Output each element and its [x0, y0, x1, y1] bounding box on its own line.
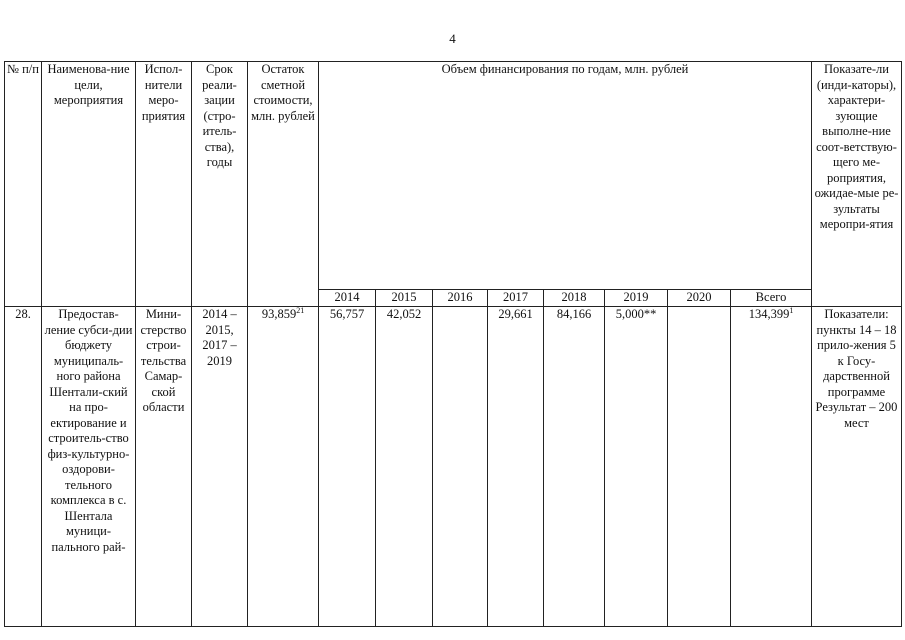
row-executor: Мини-стерство строи-тельства Самар-ской области: [136, 307, 192, 627]
row-remainder: [248, 307, 319, 627]
row-term: 2014 – 2015, 2017 – 2019: [192, 307, 248, 627]
row-value-2017: 29,661: [488, 307, 544, 627]
row-remainder-footnote: 21: [296, 305, 305, 315]
row-value-2018: 84,166: [544, 307, 605, 627]
header-num: № п/п: [5, 62, 42, 307]
header-row-1: [5, 62, 902, 290]
header-year: 2019: [605, 290, 668, 307]
row-value-2020: [668, 307, 731, 627]
row-value-2016: [433, 307, 488, 627]
header-total: Всего: [731, 290, 812, 307]
header-funding-group: Объем финансирования по годам, млн. рублей: [319, 62, 812, 290]
header-year: 2020: [668, 290, 731, 307]
row-remainder-value: 93,859: [261, 307, 297, 321]
row-total-footnote: 1: [789, 305, 794, 315]
header-executor: Испол-нители меро-приятия: [136, 62, 192, 307]
header-term: Срок реали-зации (стро-итель-ства), годы: [192, 62, 248, 307]
row-name: Предостав-ление субси-дии бюджету муниципаль-ного района Шентали-ский на про-ектирование и строитель-ство физ-культурно-оздорови-тельного комплекса в с. Шентала муници-пального рай-: [42, 307, 136, 627]
header-year: 2016: [433, 290, 488, 307]
row-total-value: 134,399: [748, 307, 790, 321]
header-year: 2017: [488, 290, 544, 307]
budget-table: [4, 61, 902, 627]
row-indicators: Показатели: пункты 14 – 18 прило-жения 5 к Госу-дарственной программе Результат – 200 мест: [812, 307, 902, 627]
header-remainder: Остаток сметной стоимости, млн. рублей: [248, 62, 319, 307]
header-year: 2014: [319, 290, 376, 307]
row-num: 28.: [5, 307, 42, 627]
row-value-2015: 42,052: [376, 307, 433, 627]
header-year: 2018: [544, 290, 605, 307]
table-row: [5, 307, 902, 627]
header-indicators: Показате-ли (инди-каторы), характери-зующие выполне-ние соот-ветствую-щего ме-роприятия, ожидае-мые ре-зультаты меропри-ятия: [812, 62, 902, 307]
header-name: Наименова-ние цели, мероприятия: [42, 62, 136, 307]
row-total: [731, 307, 812, 627]
row-value-2014: 56,757: [319, 307, 376, 627]
page-number: 4: [449, 31, 456, 46]
header-year: 2015: [376, 290, 433, 307]
row-value-2019: 5,000**: [605, 307, 668, 627]
